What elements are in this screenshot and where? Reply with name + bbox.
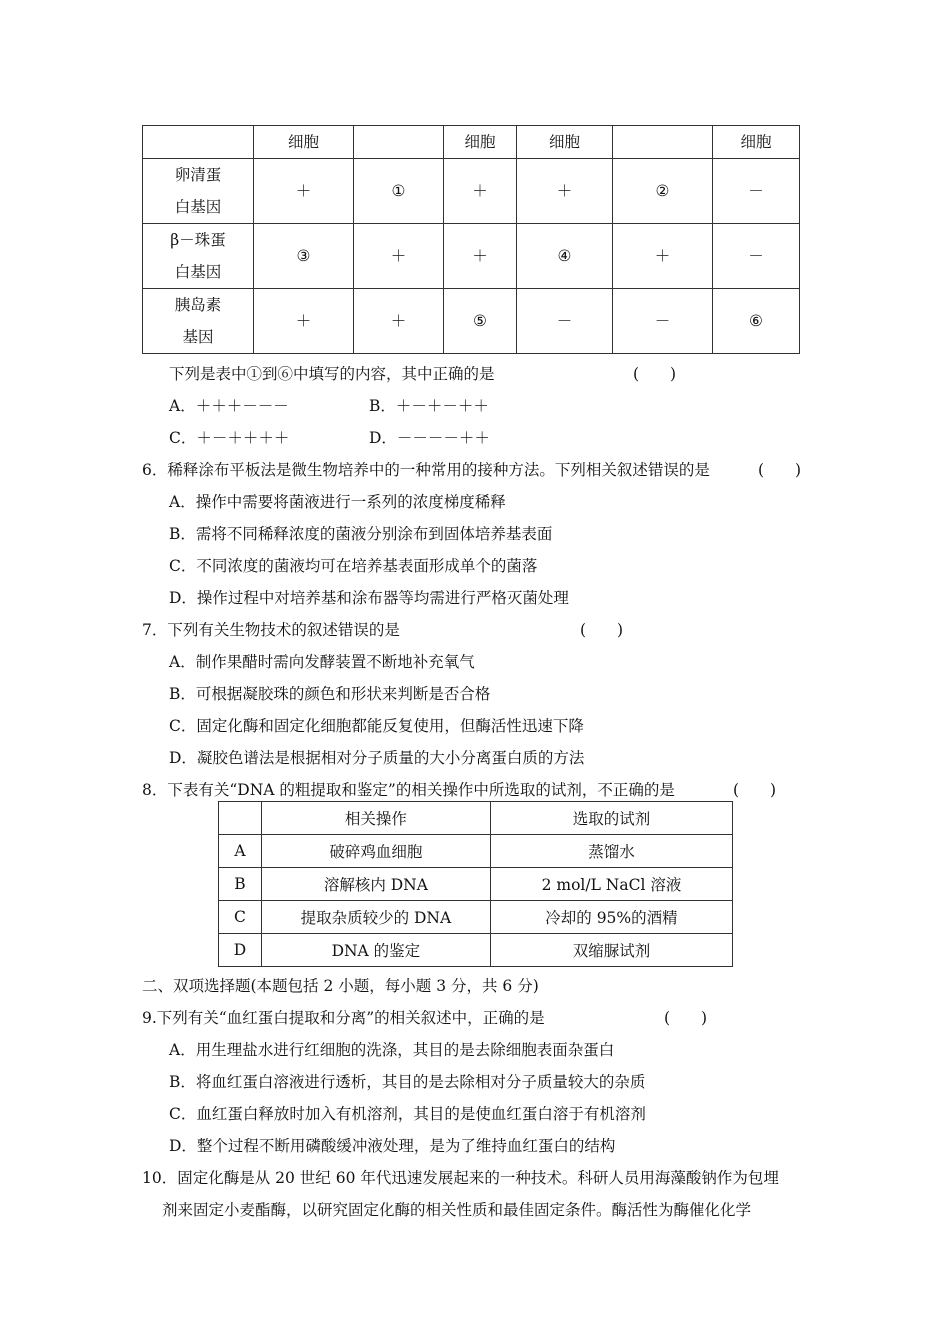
table-row [219, 901, 733, 934]
table-row [219, 934, 733, 967]
table-row [143, 159, 800, 224]
q7-answer-paren: ( ) [580, 621, 624, 639]
table-header-row [219, 802, 733, 835]
section-2-heading: 二、双项选择题(本题包括 2 小题，每小题 3 分，共 6 分) [142, 977, 539, 995]
table-cell: － [613, 289, 713, 354]
header-cell [354, 126, 444, 159]
header-cell: 相关操作 [261, 802, 490, 835]
q6-option-d: D．操作过程中对培养基和涂布器等均需进行严格灭菌处理 [169, 589, 569, 607]
row-label: 卵清蛋 白基因 [143, 159, 254, 224]
header-cell: 选取的试剂 [490, 802, 732, 835]
q5-answer-paren: ( ) [633, 365, 677, 383]
q7-option-b: B．可根据凝胶珠的颜色和形状来判断是否合格 [169, 685, 491, 703]
table-cell: ＋ [444, 159, 517, 224]
table-cell: 提取杂质较少的 DNA [261, 901, 490, 934]
q7-stem: 7．下列有关生物技术的叙述错误的是 [142, 621, 400, 639]
table-cell: DNA 的鉴定 [261, 934, 490, 967]
table-cell: 溶解核内 DNA [261, 868, 490, 901]
table-header-row [143, 126, 800, 159]
table-cell: ④ [517, 224, 613, 289]
q5-option-b: B．＋－＋－＋＋ [369, 397, 489, 415]
header-cell [613, 126, 713, 159]
row-label: 胰岛素 基因 [143, 289, 254, 354]
table-cell: ＋ [254, 289, 354, 354]
table-cell: － [713, 159, 800, 224]
q6-option-a: A．操作中需要将菌液进行一系列的浓度梯度稀释 [169, 493, 506, 511]
q5-option-c: C．＋－＋＋＋＋ [169, 429, 290, 447]
q8-stem: 8．下表有关“DNA 的粗提取和鉴定”的相关操作中所选取的试剂，不正确的是 [142, 781, 675, 799]
table-cell: 2 mol/L NaCl 溶液 [490, 868, 732, 901]
table-cell: － [713, 224, 800, 289]
q7-option-c: C．固定化酶和固定化细胞都能反复使用，但酶活性迅速下降 [169, 717, 584, 735]
header-cell [143, 126, 254, 159]
q9-option-a: A．用生理盐水进行红细胞的洗涤，其目的是去除细胞表面杂蛋白 [169, 1041, 615, 1059]
q8-answer-paren: ( ) [733, 781, 777, 799]
q6-option-b: B．需将不同稀释浓度的菌液分别涂布到固体培养基表面 [169, 525, 553, 543]
table-row [219, 868, 733, 901]
table-cell: ＋ [517, 159, 613, 224]
table-cell: ① [354, 159, 444, 224]
table-cell: ⑤ [444, 289, 517, 354]
table-row [143, 224, 800, 289]
q9-answer-paren: ( ) [664, 1009, 708, 1027]
q10-line-2: 剂来固定小麦酯酶，以研究固定化酶的相关性质和最佳固定条件。酶活性为酶催化化学 [162, 1201, 752, 1219]
q9-option-c: C．血红蛋白释放时加入有机溶剂，其目的是使血红蛋白溶于有机溶剂 [169, 1105, 646, 1123]
row-label: β－珠蛋 白基因 [143, 224, 254, 289]
q7-option-a: A．制作果醋时需向发酵装置不断地补充氧气 [169, 653, 475, 671]
table-cell: ③ [254, 224, 354, 289]
header-cell: 细胞 [517, 126, 613, 159]
table-cell: ＋ [254, 159, 354, 224]
q5-option-d: D．－－－－＋＋ [369, 429, 490, 447]
table-cell: 破碎鸡血细胞 [261, 835, 490, 868]
table-cell: A [219, 835, 262, 868]
q5-stem: 下列是表中①到⑥中填写的内容，其中正确的是 [169, 365, 495, 383]
table-cell: 冷却的 95%的酒精 [490, 901, 732, 934]
table-cell: ⑥ [713, 289, 800, 354]
table-cell: ＋ [613, 224, 713, 289]
q6-stem: 6．稀释涂布平板法是微生物培养中的一种常用的接种方法。下列相关叙述错误的是 [142, 461, 710, 479]
q7-option-d: D．凝胶色谱法是根据相对分子质量的大小分离蛋白质的方法 [169, 749, 585, 767]
q9-option-b: B．将血红蛋白溶液进行透析，其目的是去除相对分子质量较大的杂质 [169, 1073, 646, 1091]
q9-option-d: D．整个过程不断用磷酸缓冲液处理，是为了维持血红蛋白的结构 [169, 1137, 616, 1155]
dna-reagent-table [218, 801, 733, 967]
header-cell: 细胞 [254, 126, 354, 159]
table-cell: 蒸馏水 [490, 835, 732, 868]
q6-answer-paren: ( ) [758, 461, 802, 479]
table-cell: B [219, 868, 262, 901]
q5-option-a: A．＋＋＋－－－ [169, 397, 289, 415]
table-cell: 双缩脲试剂 [490, 934, 732, 967]
table-row [143, 289, 800, 354]
q9-stem: 9.下列有关“血红蛋白提取和分离”的相关叙述中，正确的是 [142, 1009, 545, 1027]
table-cell: ＋ [444, 224, 517, 289]
table-cell: ＋ [354, 224, 444, 289]
table-cell: C [219, 901, 262, 934]
table-cell: ② [613, 159, 713, 224]
q10-line-1: 10．固定化酶是从 20 世纪 60 年代迅速发展起来的一种技术。科研人员用海藻酸钠作为包埋 [142, 1169, 779, 1187]
table-cell: D [219, 934, 262, 967]
table-cell: ＋ [354, 289, 444, 354]
header-cell: 细胞 [444, 126, 517, 159]
gene-expression-table [142, 125, 800, 354]
table-cell: － [517, 289, 613, 354]
q6-option-c: C．不同浓度的菌液均可在培养基表面形成单个的菌落 [169, 557, 538, 575]
header-cell: 细胞 [713, 126, 800, 159]
table-row [219, 835, 733, 868]
header-cell [219, 802, 262, 835]
